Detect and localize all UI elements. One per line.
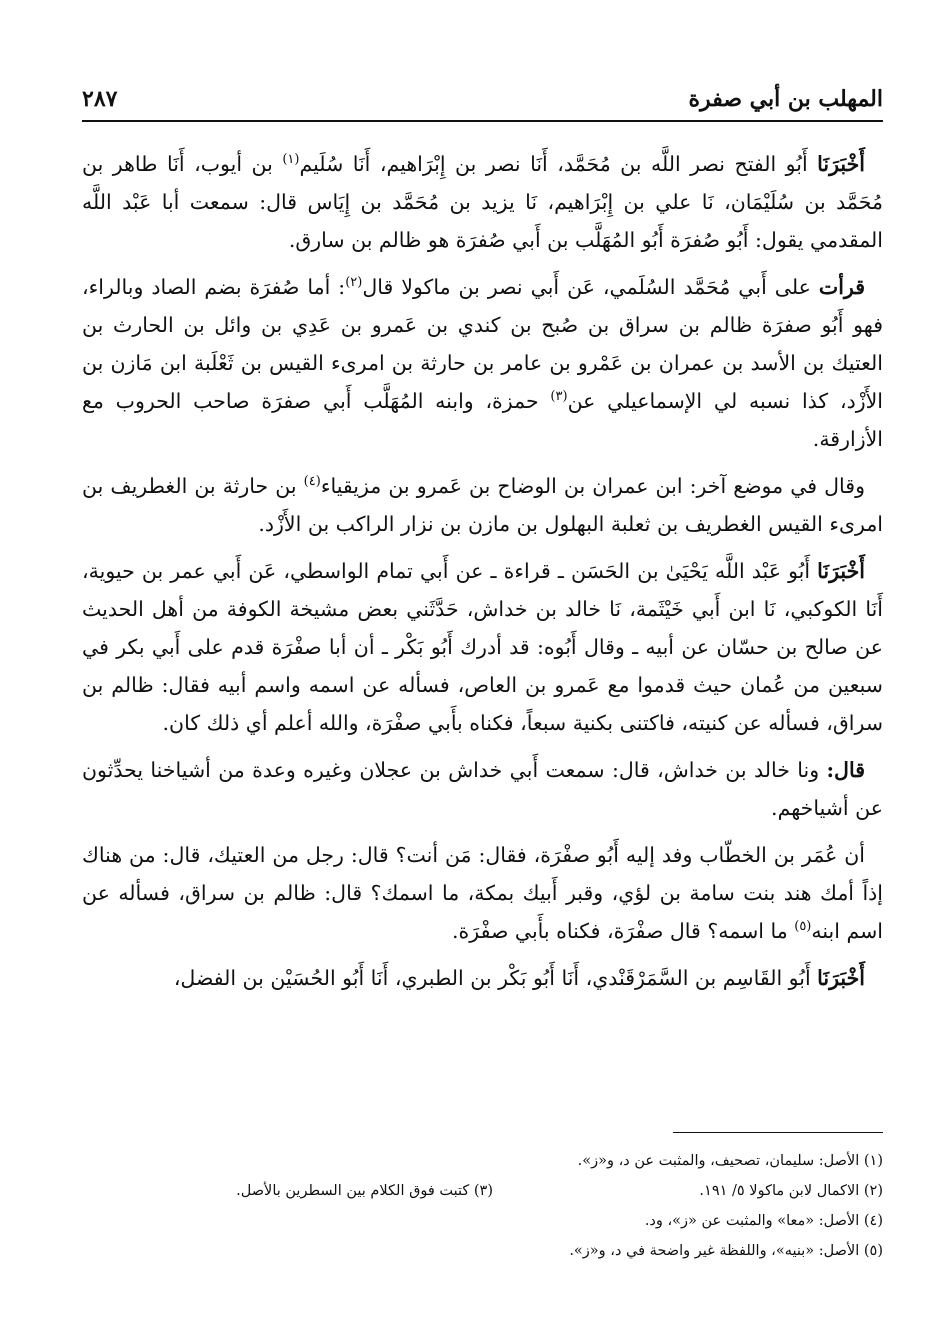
- footnote-divider: [673, 1132, 883, 1133]
- paragraph-text: أَبُو عَبْد اللَّه يَحْيَىٰ بن الحَسَن ـ قراءة ـ عن أَبي تمام الواسطي، عَن أَبي عمر بن حيوية، أَنَا الكوكبي، نَا ابن أَبي خَيْثَمة، نَا خالد بن خداش، حَدَّثَني بعض مشيخة الكوفة من أهل الحديث عن صالح بن حسّان عن أبيه ـ وقال أَبُوه: قد أدرك أَبُو بَكْر ـ أن أبا صفْرَة قدم على أَبي بكر في سبعين من عُمان حيث قدموا مع عَمرو بن العاص، فسأله عن اسمه واسم أبيه فقال: ظالم بن سراق، فسأله عن كنيته، فاكتنى بكنية سبعاً، فكناه بأَبي صفْرَة، والله أعلم أي ذلك كان.: [82, 559, 883, 735]
- paragraph-6: [82, 836, 883, 950]
- paragraph-text: أَبُو القَاسِم بن السَّمَرْقَنْدي، أَنَا أَبُو بَكْر بن الطبري، أَنَا أَبُو الحُسَيْن بن الفضل،: [173, 966, 818, 990]
- footnote-ref: (٢): [345, 275, 363, 291]
- footnotes: [82, 1146, 883, 1266]
- paragraph-text: بن حارثة بن الغطريف بن امرىء القيس الغطريف بن ثعلبة البهلول بن مازن بن نزار الراكب بن الأَزْد.: [82, 474, 883, 536]
- footnote-1: (١) الأصل: سليمان، تصحيف، والمثبت عن د، و«ز».: [577, 1153, 883, 1169]
- footnote-ref: (٣): [550, 389, 568, 405]
- paragraph-7: [82, 959, 883, 997]
- paragraph-1: [82, 145, 883, 259]
- paragraph-3: [82, 467, 883, 543]
- running-title: المهلب بن أبي صفرة: [688, 86, 883, 112]
- paragraph-text: أَبُو الفتح نصر اللَّه بن مُحَمَّد، أَنَا نصر بن إِبْرَاهيم، أَنَا سُلَيم: [299, 152, 818, 176]
- paragraph-lead: قال:: [826, 758, 865, 782]
- footnote-ref: (٥): [794, 919, 812, 935]
- paragraph-text: على أَبي مُحَمَّد السُلَمي، عَن أَبي نصر بن ماكولا قال: [362, 275, 819, 299]
- footnote-2: (٢) الاكمال لابن ماكولا ٥/ ١٩١.: [699, 1183, 883, 1199]
- paragraph-text: وقال في موضع آخر: ابن عمران بن الوضاح بن عَمرو بن مزيقياء: [320, 474, 865, 498]
- footnote-4: (٤) الأصل: «معا» والمثبت عن «ز»، ود.: [644, 1213, 883, 1229]
- footnote-ref: (٤): [303, 474, 321, 490]
- paragraph-lead: أَخْبَرَنَا: [817, 559, 865, 583]
- footnote-5: (٥) الأصل: «بنيه»، واللفظة غير واضحة في د، و«ز».: [569, 1243, 883, 1259]
- paragraph-lead: قرأت: [818, 275, 865, 299]
- paragraph-lead: أَخْبَرَنَا: [817, 152, 865, 176]
- paragraph-text: ونا خالد بن خداش، قال: سمعت أَبي خداش بن عجلان وغيره وعدة من أشياخنا يحدِّثون عن أشياخهم.: [82, 758, 883, 820]
- paragraph-text: أن عُمَر بن الخطّاب وفد إليه أَبُو صفْرَة، فقال: مَن أنت؟ قال: رجل من العتيك، قال: من هناك إذاً أمك هند بنت سامة بن لؤي، وقبر أَبيك بمكة، ما اسمك؟ قال: ظالم بن سراق، فسأله عن اسم ابنه: [82, 843, 883, 943]
- paragraph-text: ما اسمه؟ قال صفْرَة، فكناه بأَبي صفْرَة.: [452, 919, 795, 943]
- paragraph-lead: أَخْبَرَنَا: [817, 966, 865, 990]
- paragraph-2: [82, 268, 883, 458]
- footnote-3: (٣) كتبت فوق الكلام بين السطرين بالأصل.: [236, 1183, 493, 1199]
- paragraph-text: حمزة، وابنه المُهَلَّب أَبي صفرَة صاحب الحروب مع الأزارقة.: [82, 389, 883, 451]
- footnote-ref: (١): [282, 152, 300, 168]
- paragraph-4: [82, 552, 883, 742]
- main-text: [82, 145, 883, 1006]
- paragraph-text: : أما صُفرَة بضم الصاد وبالراء، فهو أَبُو صفرَة ظالم بن سراق بن صُبح بن كندي بن عَمرو بن عَدِي بن وائل بن الحارث بن العتيك بن الأسد بن عمران بن عَمْرو بن عامر بن حارثة بن امرىء القيس بن ثَعْلَبة ابن مَازن بن الأَزْد، كذا نسبه لي الإسماعيلي عن: [82, 275, 884, 413]
- footnote-row: [82, 1176, 883, 1206]
- page-number: ٢٨٧: [82, 86, 118, 112]
- paragraph-5: [82, 751, 883, 827]
- paragraph-text: بن أيوب، أَنَا طاهر بن مُحَمَّد بن سُلَيْمَان، نَا علي بن إِبْرَاهيم، نَا يزيد بن مُحَمَّد بن إِيَاس قال: سمعت أبا عَبْد اللَّه المقدمي يقول: أَبُو صُفرَة أَبُو المُهَلَّب بن أَبي صُفرَة هو ظالم بن سارق.: [82, 152, 883, 252]
- page-header: [82, 86, 883, 122]
